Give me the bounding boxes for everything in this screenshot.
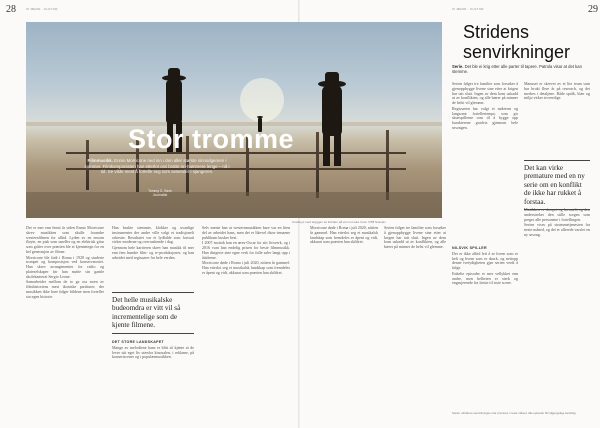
paragraph: Serien følger tre familier som forsøker å gjenoppbygge livene sine etter at krigen har tatt slutt. Ingen av dem kom uskadd ut av konflikten, og alle bærer på minner de helst vil glemme. <box>384 226 446 249</box>
paragraph: Det er mer enn femti år siden Ennio Morricone skrev musikken som skulle forandre westernfilmen for alltid. Lyden av en ensom fløyte, en pisk som smeller og en elektrisk gitar som gråter over prærien ble et kjennetegn for en hel generasjon av filmer. <box>26 226 104 254</box>
article-headline: Stor tromme <box>128 124 295 154</box>
paragraph: Det er ikke alltid lett å se hvem som er helt og hvem som er skurk, og nettopp denne tvetydigheten gjør serien verdt å følge. <box>452 250 518 270</box>
paragraph: Gjennom hele karrieren skrev han musikk til mer enn fem hundre film- og tv-produksjoner, og han arbeidet med regissører fra hele verden. <box>112 245 194 260</box>
review-subheading: NILSVIK SPILLER <box>452 246 487 250</box>
intro-kicker: Filmmusikk. <box>87 158 113 163</box>
paragraph: Regissøren har valgt et nøkternt og langsomt fortellertempo som gir skuespillerne rom til å bygge opp karakterene gradvis gjennom hele sesongen. <box>452 105 518 130</box>
review-intro <box>452 64 590 74</box>
article-column-2-top <box>112 226 194 288</box>
article-column-2-bottom <box>112 338 194 421</box>
review-column-2-top <box>524 82 590 156</box>
intro-text: Ennio Morricone ned inn i den aller største sinnsdgenren i sommer. Filmkomponisten han etterlot oss bratte nn-hammere lenge – nå i tid. Se vilde mest å fortelle seg som avsender i sjangeren. <box>84 158 230 175</box>
review-column-1 <box>452 82 518 240</box>
paragraph: I 2007 mottok han en æres-Oscar for sitt livsverk, og i 2016 vant han endelig prisen for beste filmmusikk. Han dirigerte sine egne verk for fulle saler langt opp i åttiårene. <box>202 240 290 260</box>
article-column-1 <box>26 226 104 421</box>
right-column-1 <box>310 226 378 421</box>
review-intro-text: Det ble ei krig etter alle parter til tapere. Patrola visar at det kan stemme. <box>452 64 582 75</box>
paragraph: Morricone døde i Roma i juli 2020, nittien år gammel. Han etterlot seg et musikalsk landskap som fremdeles er åpent og vidt, akkurat som prærien han skildret. <box>202 260 290 275</box>
review-kicker: Serie. <box>452 64 464 69</box>
pull-quote-right: Det kan virke premature med en ny serie om en konflikt de ikke har rukket å forstaa. <box>524 160 590 210</box>
hero-photo <box>26 22 442 218</box>
cowboys-photo-illustration <box>26 22 442 218</box>
running-head-left: VI MENN · KULTUR <box>26 7 58 11</box>
byline-role: Journalist <box>152 193 168 198</box>
paragraph: Han brukte stemmer, klokker og uvanlige instrumenter der andre ville valgt et tradisjonelt orkester. Resultatet var et lydbilde som fortsatt virker moderne og overraskende i dag. <box>112 226 194 245</box>
article-column-3 <box>202 226 290 421</box>
paragraph: Musikken er dempet og lavmælt, og den understreker den stille sorgen som preger alle personene i fortellingen. <box>524 208 590 222</box>
paragraph: Enkelte episoder er mer vellykket enn andre, men helheten er sterk og engasjerende fra første til siste scene. <box>452 270 518 286</box>
review-column-3 <box>452 244 518 408</box>
photo-caption: Cowboys med skyggen av fortiden på vei mot sola. Foto: NTB Scanpix <box>292 220 386 224</box>
paragraph: Serien vises på strømmetjenesten fra neste måned, og det er allerede varslet en ny sesong. <box>524 222 590 237</box>
paragraph: Selv mente han at westernmusikken bare var en liten del av arbeidet hans, men det er likevel disse temaene publikum husker best. <box>202 226 290 240</box>
review-footer-note: Serien «Stridens senvirkninger» har premiere i neste måned. Alle episoder blir tilgjengelige samtidig. <box>452 411 577 415</box>
review-column-4 <box>524 208 590 408</box>
paragraph: Samarbeidet mellom de to ga oss noen av filmhistoriens mest ikoniske partiturer, der musikken ikke bare følger bildene men forteller sin egen historie. <box>26 279 104 299</box>
byline <box>140 189 180 197</box>
right-column-2 <box>384 226 446 421</box>
paragraph: Morricone ble født i Roma i 1928 og studerte trompet og komposisjon ved konservatoriet. Han skrev arrangementer for radio og plateselskaper før han møtte sin gamle skolekamerat Sergio Leone. <box>26 254 104 279</box>
paragraph: Manuset er skrevet av et lite team som har brukt flere år på research, og det merkes i detaljene. Både språk, klær og miljø virker troverdige. <box>524 82 590 101</box>
pull-quote-left: Det helle musikalske budeomdra er vitt vil så incrementelige som de kjente filmene. <box>112 292 194 334</box>
ground-shadow <box>26 192 442 218</box>
sun-glare <box>240 78 284 122</box>
review-headline: Stridens senvirkninger <box>463 22 571 62</box>
subheading: DET STORE LANDSKAPET <box>112 340 165 344</box>
running-head-right: VI MENN · KULTUR <box>452 7 484 11</box>
article-intro <box>82 158 232 175</box>
paragraph: Morricone døde i Roma i juli 2020, nittien år gammel. Han etterlot seg et musikalsk landskap som fremdeles er åpent og vidt, akkurat som prærien han skildret. <box>310 226 378 245</box>
byline-name: Tommy S. Saxe <box>148 189 172 193</box>
paragraph: Mange av melodiene hans er blitt så kjente at de lever sitt eget liv utenfor kinosalen, i reklame, på konsertscener og i populærmusikken. <box>112 344 194 360</box>
paragraph: Serien følger tre familier som forsøker å gjenoppbygge livene sine etter at krigen har tatt slutt. Ingen av dem kom uskadd ut av konflikten, og alle bærer på minner de helst vil glemme. <box>452 82 518 105</box>
page-number-left: 28 <box>6 4 16 15</box>
page-number-right: 29 <box>588 4 598 15</box>
